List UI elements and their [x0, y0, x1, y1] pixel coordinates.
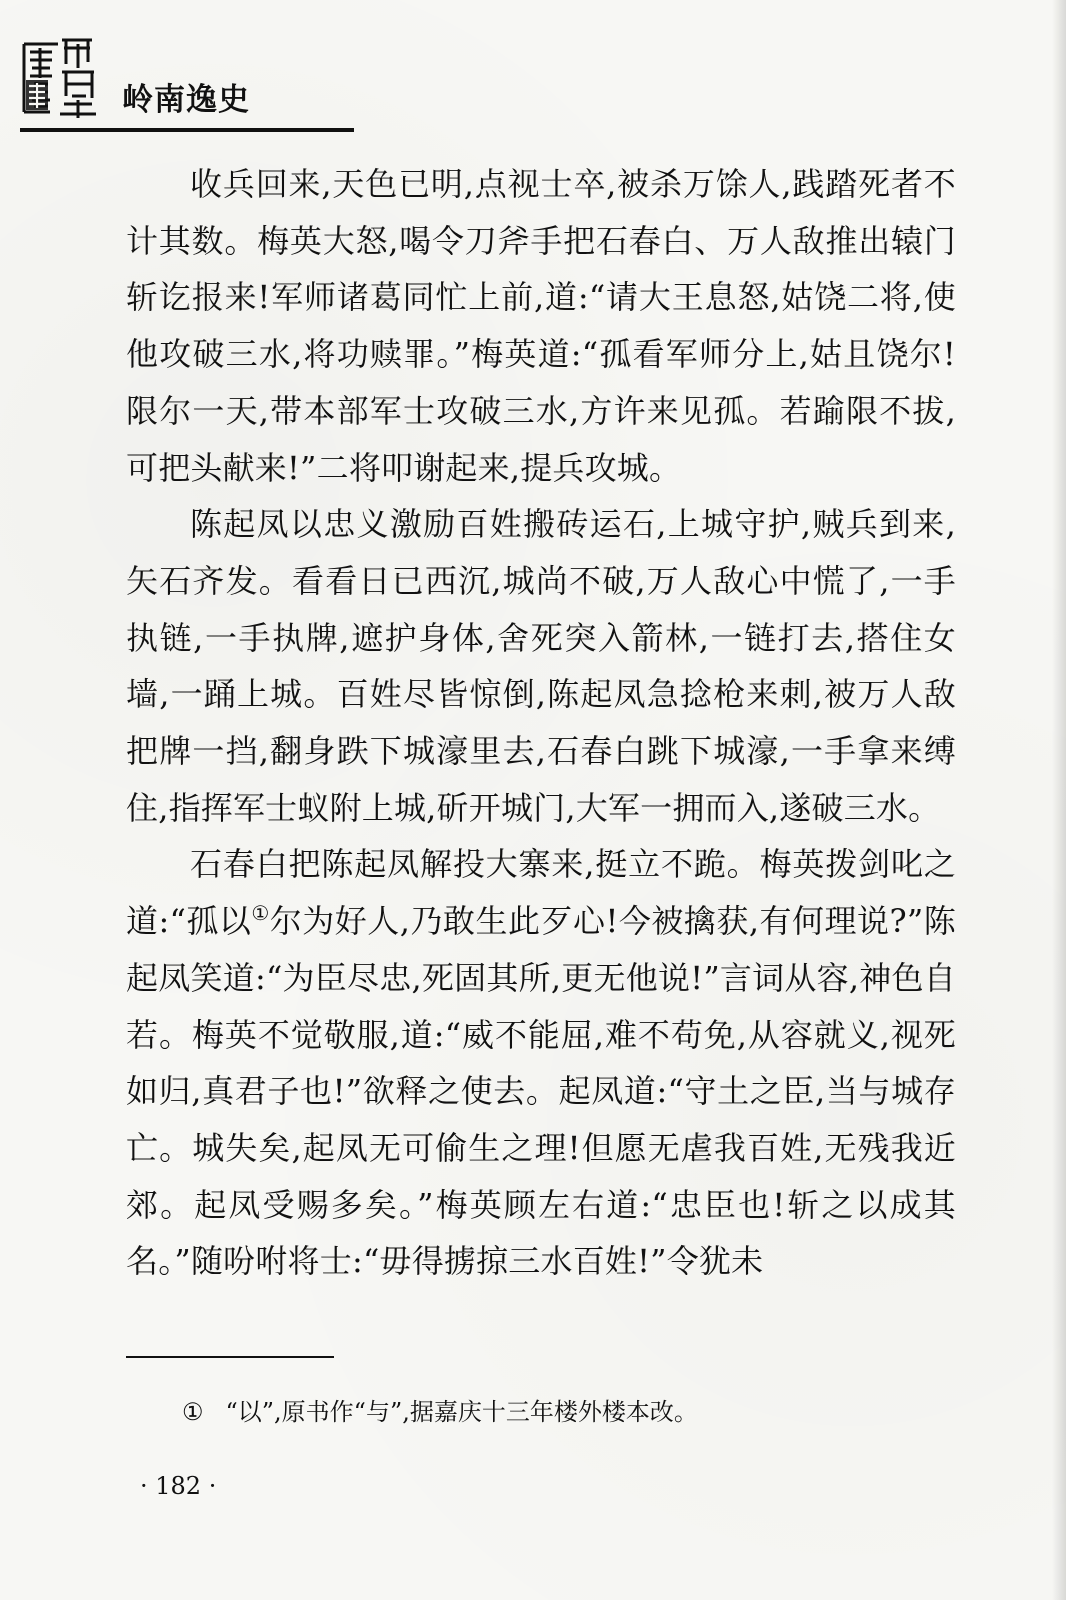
body-text	[126, 156, 956, 1290]
page-edge-shadow	[1052, 0, 1066, 1600]
page-number: · 182 ·	[140, 1472, 217, 1500]
header-rule	[20, 128, 354, 132]
running-header-book-title: 岭南逸史	[122, 82, 250, 118]
footnote	[182, 1394, 698, 1430]
paragraph-3-text-before-ref: 石春白把陈起凤解投大寨来,挺立不跪。梅英拨剑叱之道:“孤以	[126, 845, 956, 941]
paragraph-2	[126, 496, 956, 836]
paragraph-1	[126, 156, 956, 496]
series-seal-logo-icon	[20, 34, 98, 122]
paragraph-3	[126, 836, 956, 1290]
paragraph-1-text: 收兵回来,天色已明,点视士卒,被杀万馀人,践踏死者不计其数。梅英大怒,喝令刀斧手把石春白、万人敌推出辕门斩讫报来!军师诸葛同忙上前,道:“请大王息怒,姑饶二将,使他攻破三水,将功赎罪。”梅英道:“孤看军师分上,姑且饶尔!限尔一天,带本部军士攻破三水,方许来见孤。若踰限不拔,可把头献来!”二将叩谢起来,提兵攻城。	[126, 165, 956, 487]
footnote-reference-marker[interactable]: ①	[251, 901, 270, 926]
footnote-text: “以”,原书作“与”,据嘉庆十三年楼外楼本改。	[225, 1398, 698, 1426]
paragraph-3-text-after-ref: 尔为好人,乃敢生此歹心!今被擒获,有何理说?”陈起凤笑道:“为臣尽忠,死固其所,更无他说!”言词从容,神色自若。梅英不觉敬服,道:“威不能屈,难不苟免,从容就义,视死如归,真君子也!”欲释之使去。起凤道:“守土之臣,当与城存亡。城失矣,起凤无可偷生之理!但愿无虐我百姓,无残我近郊。起凤受赐多矣。”梅英顾左右道:“忠臣也!斩之以成其名。”随吩咐将士:“毋得掳掠三水百姓!”令犹未	[126, 902, 956, 1281]
footnote-rule	[126, 1356, 334, 1358]
footnote-marker: ①	[182, 1398, 204, 1426]
paragraph-2-text: 陈起凤以忠义激励百姓搬砖运石,上城守护,贼兵到来,矢石齐发。看看日已西沉,城尚不破,万人敌心中慌了,一手执链,一手执牌,遮护身体,舍死突入箭林,一链打去,搭住女墙,一踊上城。百姓尽皆惊倒,陈起凤急捻枪来刺,被万人敌把牌一挡,翻身跌下城濠里去,石春白跳下城濠,一手拿来缚住,指挥军士蚁附上城,斫开城门,大军一拥而入,遂破三水。	[126, 505, 956, 827]
